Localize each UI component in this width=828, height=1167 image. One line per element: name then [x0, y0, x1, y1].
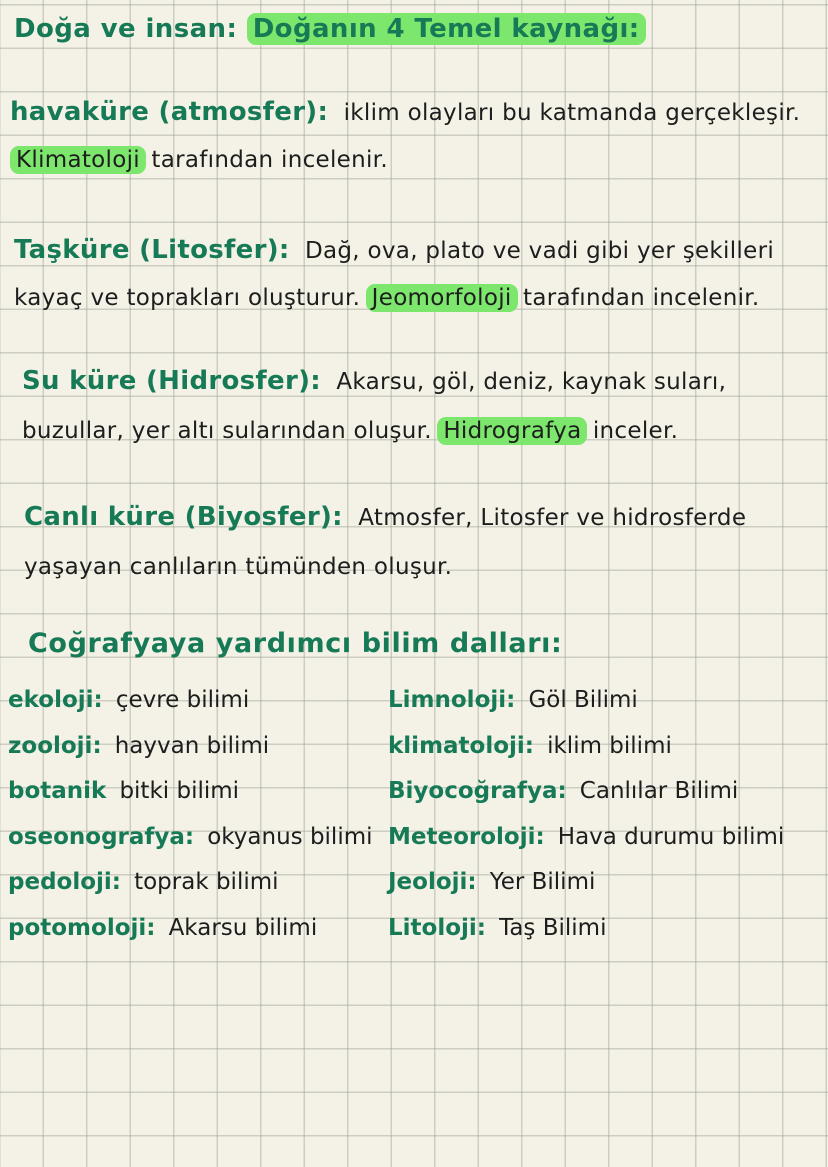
- list-item: [388, 678, 820, 724]
- section-biyosfer-line1: [24, 492, 746, 542]
- science-term: pedoloji:: [8, 869, 121, 895]
- science-definition: Taş Bilimi: [499, 914, 607, 941]
- section-atmosfer-line1: [10, 88, 800, 136]
- list-item: [8, 724, 380, 770]
- section-litosfer-lead: Taşküre (Litosfer):: [14, 235, 290, 265]
- section-hidrosfer-line2: [22, 406, 726, 456]
- section-litosfer-body2: kayaç ve toprakları oluşturur.: [14, 285, 361, 311]
- science-definition: hayvan bilimi: [114, 732, 270, 759]
- science-definition: iklim bilimi: [547, 732, 672, 759]
- science-term: zooloji:: [8, 732, 102, 759]
- list-item: [8, 906, 380, 952]
- title-plain-text: Doğa ve insan:: [14, 14, 238, 44]
- section-litosfer-body1: Dağ, ova, plato ve vadi gibi yer şekilleri: [304, 238, 775, 264]
- section-litosfer-highlighted-term: Jeomorfoloji: [366, 284, 518, 312]
- science-term: potomoloji:: [8, 914, 156, 941]
- list-item: [8, 769, 380, 815]
- science-term: oseonografya:: [8, 823, 195, 850]
- section-hidrosfer-highlighted-term: Hidrografya: [437, 417, 587, 445]
- section-biyosfer-line2: [24, 542, 746, 592]
- science-term: botanik: [8, 778, 107, 804]
- science-term: Limnoloji:: [388, 687, 516, 713]
- section-hidrosfer-body2: buzullar, yer altı sularından oluşur.: [22, 418, 432, 444]
- list-item: [388, 906, 820, 952]
- science-term: Meteoroloji:: [388, 823, 545, 850]
- list-item: [388, 769, 820, 815]
- science-definition: toprak bilimi: [134, 869, 279, 895]
- section-biyosfer: [24, 492, 746, 592]
- section-hidrosfer-line1: [22, 356, 726, 406]
- section-litosfer-body3: tarafından incelenir.: [523, 285, 760, 311]
- section-atmosfer-line2: [10, 136, 800, 184]
- helper-sciences-right-column: [388, 678, 820, 951]
- section-hidrosfer: [22, 356, 726, 456]
- helper-sciences-left-column: [8, 678, 380, 951]
- helper-sciences-heading: Coğrafyaya yardımcı bilim dalları:: [28, 628, 563, 659]
- list-item: [8, 678, 380, 724]
- science-term: ekoloji:: [8, 687, 103, 713]
- section-atmosfer-lead: havaküre (atmosfer):: [10, 97, 329, 127]
- science-term: Biyocoğrafya:: [388, 778, 567, 804]
- section-litosfer-line2: [14, 274, 774, 322]
- title-highlighted-text: Doğanın 4 Temel kaynağı:: [247, 13, 646, 45]
- science-definition: okyanus bilimi: [207, 823, 373, 850]
- section-biyosfer-body2: yaşayan canlıların tümünden oluşur.: [24, 554, 453, 580]
- section-hidrosfer-body3: inceler.: [592, 418, 679, 444]
- science-definition: Yer Bilimi: [489, 869, 596, 895]
- science-term: Litoloji:: [388, 914, 486, 941]
- section-litosfer-line1: [14, 226, 774, 274]
- list-item: [388, 724, 820, 770]
- section-atmosfer-body1: iklim olayları bu katmanda gerçekleşir.: [343, 100, 801, 126]
- section-hidrosfer-lead: Su küre (Hidrosfer):: [22, 366, 321, 396]
- section-atmosfer-body2: tarafından incelenir.: [151, 147, 388, 173]
- section-atmosfer: [10, 88, 800, 184]
- science-term: klimatoloji:: [388, 732, 534, 759]
- science-term: Jeoloji:: [388, 869, 477, 895]
- list-item: [388, 860, 820, 906]
- list-item: [388, 815, 820, 861]
- section-biyosfer-lead: Canlı küre (Biyosfer):: [24, 502, 343, 532]
- section-atmosfer-highlighted-term: Klimatoloji: [10, 146, 146, 174]
- list-item: [8, 860, 380, 906]
- section-hidrosfer-body1: Akarsu, göl, deniz, kaynak suları,: [336, 369, 727, 395]
- science-definition: Göl Bilimi: [528, 687, 638, 713]
- science-definition: çevre bilimi: [115, 687, 250, 713]
- science-definition: Akarsu bilimi: [168, 914, 318, 941]
- science-definition: bitki bilimi: [119, 778, 240, 804]
- page-title: [14, 14, 646, 44]
- list-item: [8, 815, 380, 861]
- science-definition: Canlılar Bilimi: [579, 778, 739, 804]
- section-litosfer: [14, 226, 774, 322]
- section-biyosfer-body1: Atmosfer, Litosfer ve hidrosferde: [358, 505, 747, 531]
- science-definition: Hava durumu bilimi: [557, 823, 785, 850]
